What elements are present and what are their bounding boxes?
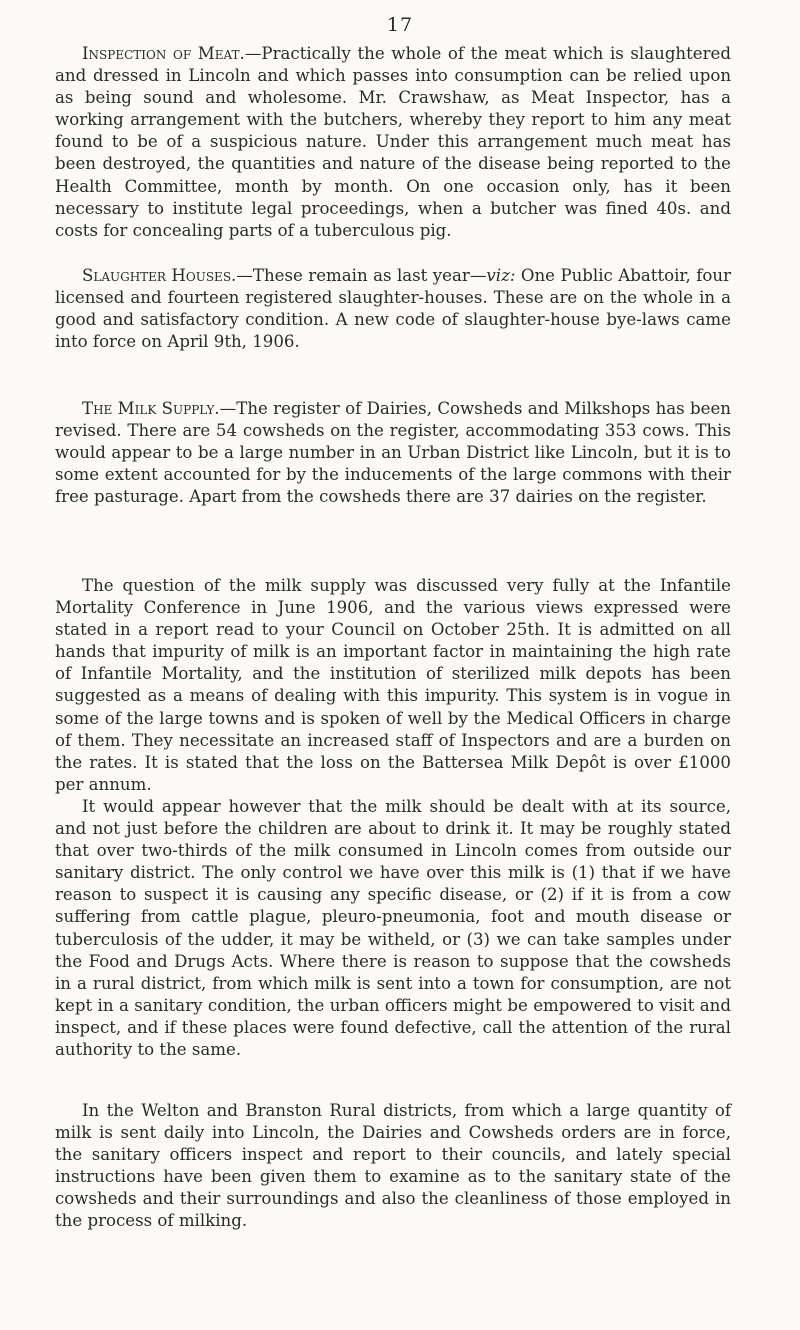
paragraph-infantile-mortality-conference: The question of the milk supply was discussed very fully at the Infantile Mortality Conference in June 1906, and the various views expressed were stated in a report read to your Council on October 25th. It is admitted on all hands that impurity of milk is an important factor in maintaining the high rate of Infantile Mortality, and the institution of sterilized milk depots has been suggested as a means of dealing with this impurity. This system is in vogue in some of the large towns and is spoken of well by the Medical Officers in charge of them. They necessitate an increased staff of Inspectors and are a burden on the rates. It is stated that the loss on the Battersea Milk Depôt is over £1000 per annum. [55, 576, 731, 794]
paragraph-milk-supply-text: —The register of Dairies, Cowsheds and Milkshops has been revised. There are 54 cowsheds on the register, accommodating 353 cows. This would appear to be a large number in an Urban District like Lincoln, but it is to some extent accounted for by the inducements of the large commons with their free pasturage. Apart from the cowsheds there are 37 dairies on the register. [55, 399, 731, 507]
paragraph-inspection-of-meat [55, 43, 731, 242]
heading-inspection-of-meat: Inspection of Meat. [82, 44, 245, 63]
paragraph-milk-at-source: It would appear however that the milk should be dealt with at its source, and not just before the children are about to drink it. It may be roughly stated that over two-thirds of the milk consumed in Lincoln comes from outside our sanitary district. The only control we have over this milk is (1) that if we have reason to suspect it is causing any specific disease, or (2) if it is from a cow suffering from cattle plague, pleuro-pneumonia, foot and mouth disease or tuberculosis of the udder, it may be witheld, or (3) we can take samples under the Food and Drugs Acts. Where there is reason to suppose that the cowsheds in a rural district, from which milk is sent into a town for consumption, are not kept in a sanitary condition, the urban officers might be empowered to visit and inspect, and if these places were found defective, call the attention of the rural authority to the same. [55, 797, 731, 1060]
paragraph-slaughter-viz: viz: [486, 266, 516, 285]
page-number: 17 [386, 14, 414, 36]
paragraph-slaughter-text-before: —These remain as last year— [236, 266, 487, 285]
paragraph-rural-districts: In the Welton and Branston Rural districts, from which a large quantity of milk is sent daily into Lincoln, the Dairies and Cowsheds orders are in force, the sanitary officers inspect and report to their councils, and lately special instructions have been given them to examine as to the sanitary state of the cowsheds and their surroundings and also the cleanliness of those employed in the process of milking. [55, 1101, 731, 1231]
heading-milk-supply: The Milk Supply. [82, 399, 220, 418]
paragraph-milk-supply [55, 398, 731, 508]
paragraph-slaughter-text-after: One Public Abattoir, four licensed and fourteen registered slaughter-houses. These are on the whole in a good and satisfactory condition. A new code of slaughter-house bye-laws came into force on April 9th, 1906. [55, 266, 732, 352]
heading-slaughter-houses: Slaughter Houses. [82, 266, 237, 285]
paragraph-inspection-text: —Practically the whole of the meat which is slaughtered and dressed in Lincoln and which passes into consumption can be relied upon as being sound and wholesome. Mr. Crawshaw, as Meat Inspector, has a working arrangement with the butchers, whereby they report to him any meat found to be of a suspicious nature. Under this arrangement much meat has been destroyed, the quantities and nature of the disease being reported to the Health Committee, month by month. On one occasion only, has it been necessary to institute legal proceedings, when a butcher was fined 40s. and costs for concealing parts of a tuberculous pig. [55, 44, 731, 240]
paragraph-slaughter-houses [55, 265, 731, 353]
